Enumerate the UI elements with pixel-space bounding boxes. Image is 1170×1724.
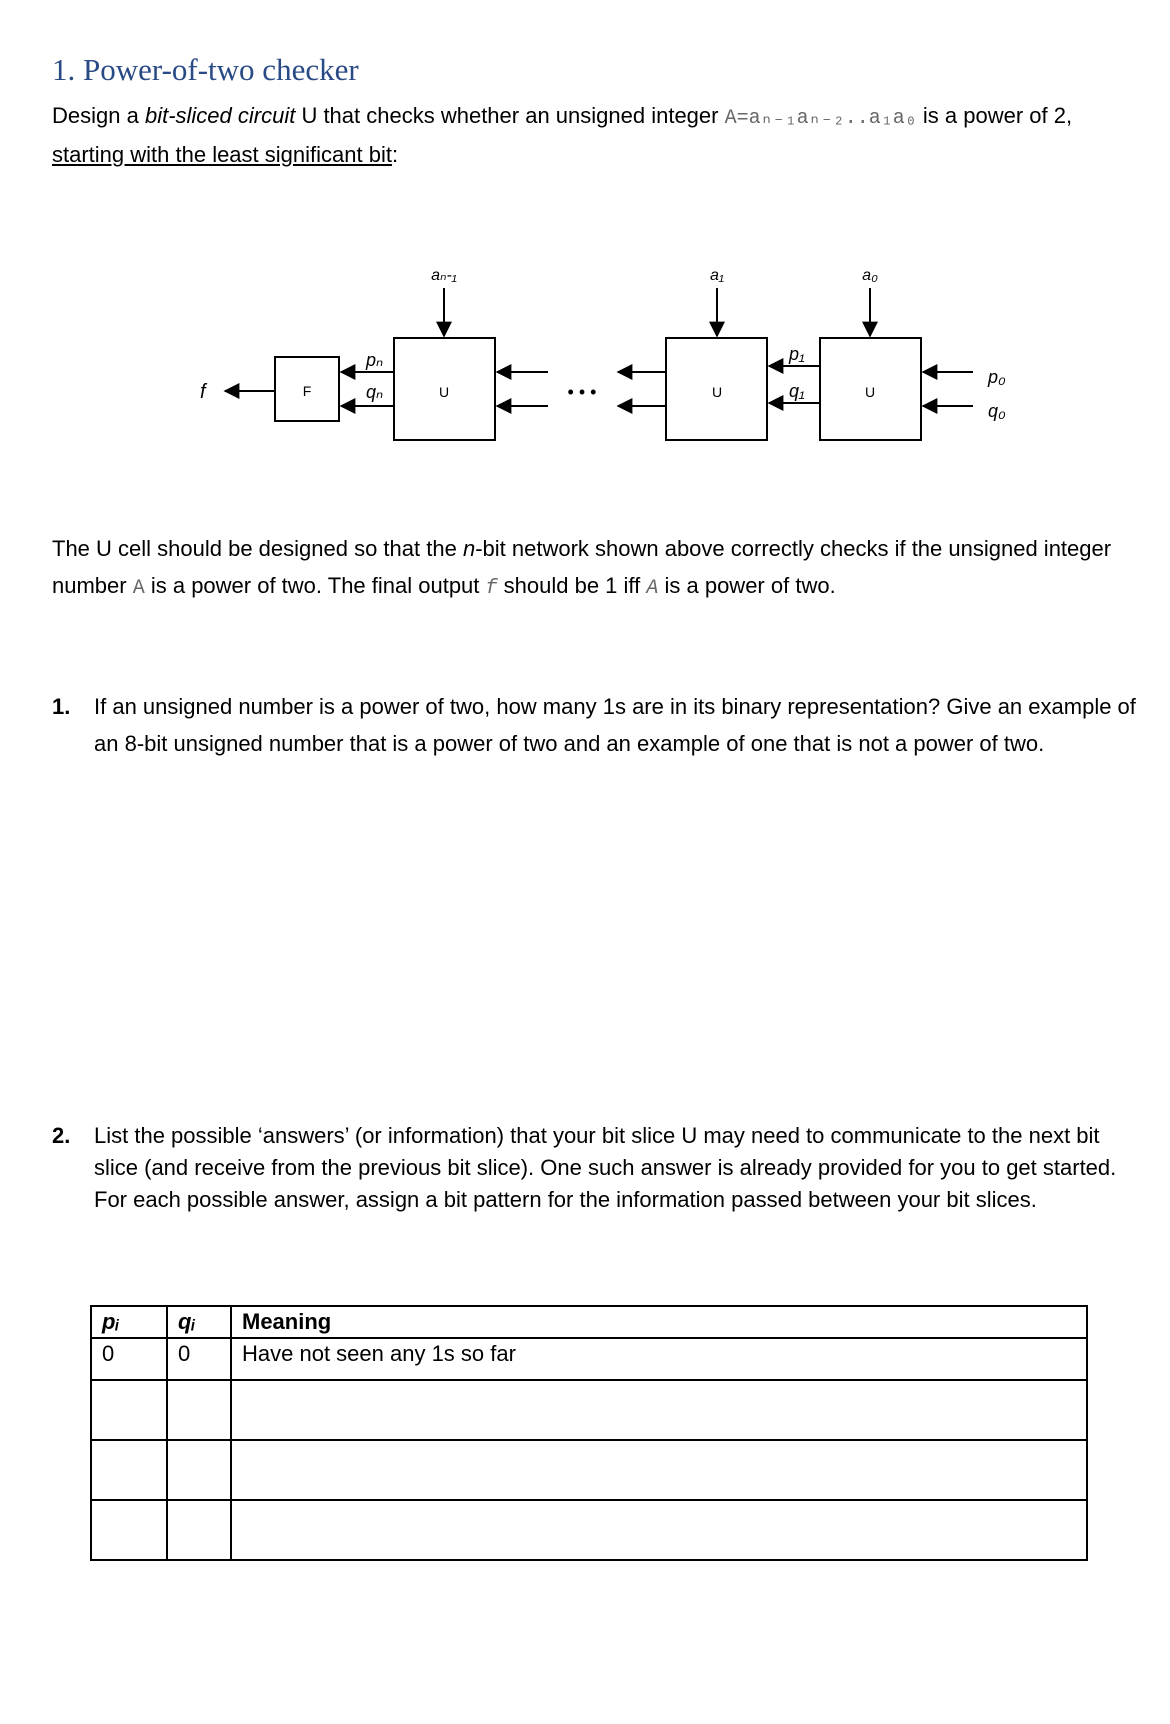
blank-cell-meaning[interactable] xyxy=(231,1440,1087,1500)
a0-label: a₀ xyxy=(862,267,878,284)
para-f: f xyxy=(485,577,498,600)
f-output-label: f xyxy=(200,381,206,403)
question-2 xyxy=(52,1120,1142,1216)
header-q: qᵢ xyxy=(167,1306,231,1338)
F-box-label: F xyxy=(302,383,312,399)
question-1-text: If an unsigned number is a power of two, how many 1s are in its binary representation? Give an example of an 8-bit unsigned number that is a power of two and an example of one that is not a power of two. xyxy=(94,694,1136,756)
blank-cell-p[interactable] xyxy=(91,1380,167,1440)
table-row xyxy=(91,1338,1087,1380)
a1-label: a₁ xyxy=(710,267,724,284)
para-t1: The U cell should be designed so that the xyxy=(52,536,463,561)
header-p: pᵢ xyxy=(91,1306,167,1338)
para-A1: A xyxy=(132,577,145,600)
blank-cell-q[interactable] xyxy=(167,1380,231,1440)
para-n: n xyxy=(462,536,476,561)
intro-pre: Design a xyxy=(52,103,145,128)
para-t3: is a power of two. The final output xyxy=(144,573,486,598)
qn-label: qₙ xyxy=(366,382,384,402)
row1-meaning: Have not seen any 1s so far xyxy=(231,1338,1087,1380)
question-1-number: 1. xyxy=(52,694,71,719)
pn-label: pₙ xyxy=(366,350,384,370)
intro-em: bit-sliced circuit xyxy=(144,103,296,128)
ellipsis-dots: • • • xyxy=(567,382,597,402)
blank-cell-p[interactable] xyxy=(91,1440,167,1500)
blank-cell-q[interactable] xyxy=(167,1440,231,1500)
page-title: 1. Power-of-two checker xyxy=(52,52,359,87)
p0-label: p₀ xyxy=(988,367,1006,387)
intro-underline: starting with the least significant bit xyxy=(52,142,392,167)
blank-cell-meaning[interactable] xyxy=(231,1380,1087,1440)
para-t5: is a power of two. xyxy=(658,573,836,598)
U-cell-left-label: U xyxy=(438,384,450,400)
table-row-blank xyxy=(91,1440,1087,1500)
U-cell-right-label: U xyxy=(864,384,876,400)
intro-post: is a power of 2, xyxy=(916,103,1073,128)
question-1 xyxy=(52,688,1142,762)
encoding-table xyxy=(90,1305,1088,1561)
para-A2: A xyxy=(646,577,659,600)
para-t4: should be 1 iff xyxy=(497,573,647,598)
q0-label: q₀ xyxy=(988,401,1006,421)
an1-label: aₙ-₁ xyxy=(431,267,457,284)
row1-p: 0 xyxy=(91,1338,167,1380)
blank-cell-meaning[interactable] xyxy=(231,1500,1087,1560)
question-2-number: 2. xyxy=(52,1123,71,1148)
para-t2: -bit network shown above correctly checks if the unsigned integer number xyxy=(52,536,1112,598)
table-row-blank xyxy=(91,1380,1087,1440)
bit-sliced-diagram xyxy=(0,0,1170,480)
question-2-text: List the possible ‘answers’ (or information) that your bit slice U may need to communicate to the next bit slice (and receive from the previous bit slice). One such answer is already provided for you to get started. For each possible answer, assign a bit pattern for the information passed between your bit slices. xyxy=(94,1123,1117,1212)
p1-label: p₁ xyxy=(789,344,805,364)
blank-cell-p[interactable] xyxy=(91,1500,167,1560)
intro-expr: A=aₙ₋₁aₙ₋₂..a₁a₀ xyxy=(724,107,917,130)
intro-end: : xyxy=(391,142,399,167)
intro-mid: U that checks whether an unsigned integer xyxy=(295,103,725,128)
table-row-blank xyxy=(91,1500,1087,1560)
network-description xyxy=(52,530,1132,607)
blank-cell-q[interactable] xyxy=(167,1500,231,1560)
row1-q: 0 xyxy=(167,1338,231,1380)
U-cell-middle-label: U xyxy=(711,384,723,400)
table-header-row xyxy=(91,1306,1087,1338)
q1-label: q₁ xyxy=(789,381,805,401)
header-meaning: Meaning xyxy=(231,1306,1087,1338)
